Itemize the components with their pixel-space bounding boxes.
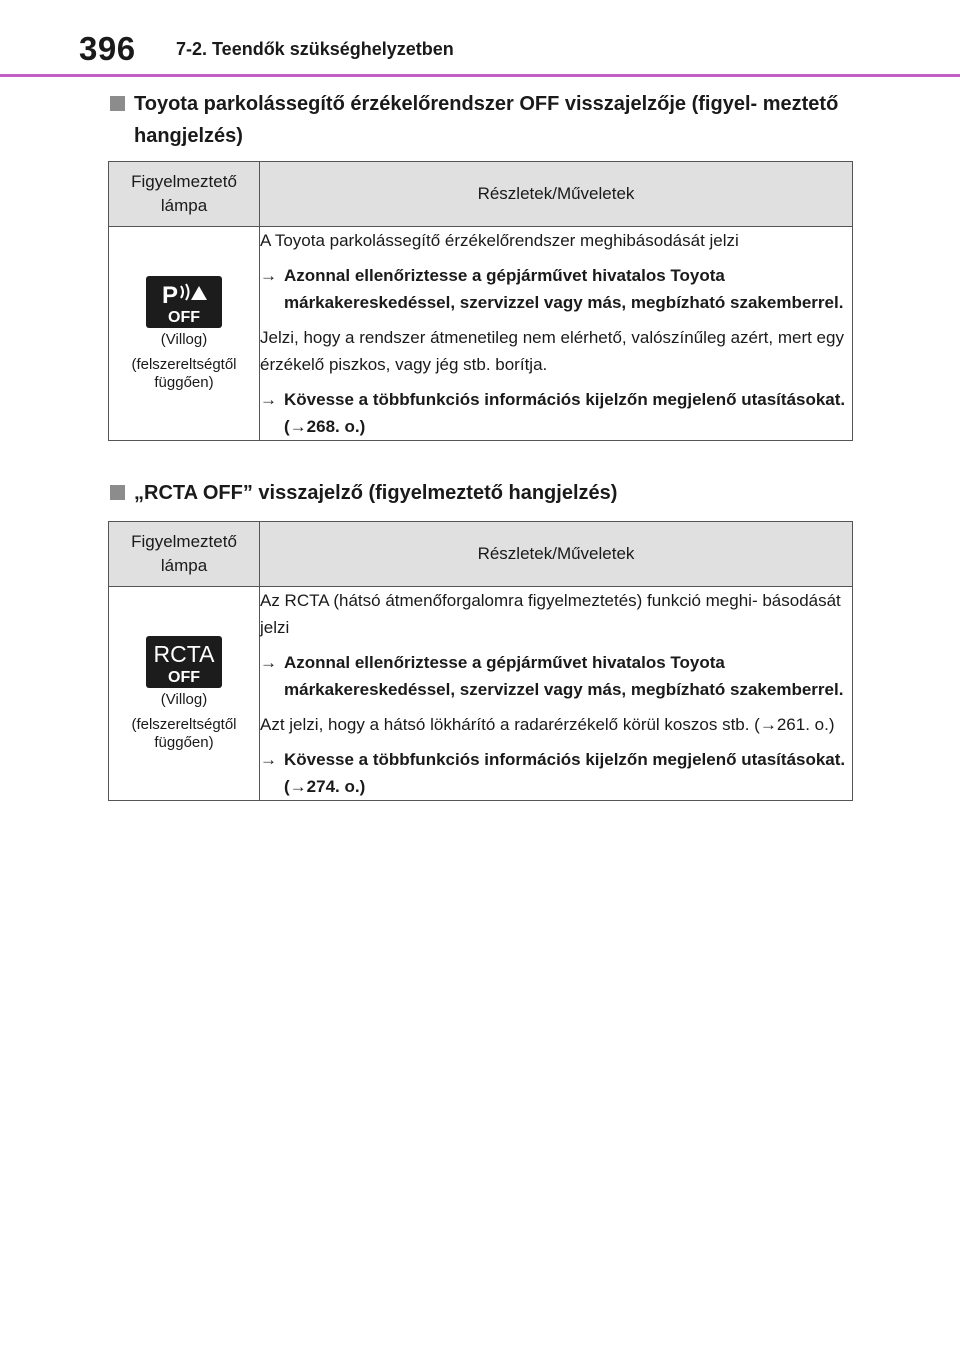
icon-letter: P xyxy=(162,281,179,309)
rcta-off-icon xyxy=(146,636,222,688)
detail-text: Az RCTA (hátsó átmenőforgalomra figyelmeztetés) funkció meghi- básodását jelzi xyxy=(260,591,841,637)
lamp-caption: (Villog) xyxy=(160,690,208,708)
detail-action-text: Kövesse a többfunkciós információs kijelzőn megjelenő utasításokat. (→268. o.) xyxy=(284,390,846,436)
detail-text: Azt jelzi, hogy a hátsó lökhárító a radarérzékelő körül koszos stb. (→261. o.) xyxy=(260,715,835,734)
detail-text: A Toyota parkolássegítő érzékelőrendszer meghibásodását jelzi xyxy=(260,231,739,250)
parking-sensor-off-graphic xyxy=(146,276,222,328)
detail-action xyxy=(260,386,852,440)
column-header-details: Részletek/Műveletek xyxy=(260,522,853,587)
section-rcta xyxy=(108,477,853,801)
arrow-icon: → xyxy=(260,653,277,672)
detail-action-text: Azonnal ellenőriztesse a gépjárművet hivatalos Toyota márkakereskedéssel, szervizzel vagy más, megbízható szakemberrel. xyxy=(284,653,844,699)
icon-off-text: OFF xyxy=(168,308,200,326)
section-heading-text: „RCTA OFF” visszajelző (figyelmeztető hangjelzés) xyxy=(134,482,618,504)
lamp-caption: (Villog) xyxy=(160,330,208,348)
table-row xyxy=(109,587,853,801)
table-header-row xyxy=(109,522,853,587)
section-heading xyxy=(108,88,853,152)
arrow-icon: → xyxy=(260,750,277,769)
page-number: 396 xyxy=(79,30,136,67)
detail-text: Jelzi, hogy a rendszer átmenetileg nem elérhető, valószínűleg azért, mert egy érzékelő piszkos, vagy jég stb. borítja. xyxy=(260,328,844,374)
detail-action xyxy=(260,262,852,316)
detail-action xyxy=(260,649,852,703)
table-row xyxy=(109,227,853,441)
lamp-note: (felszereltségtől függően) xyxy=(131,715,237,751)
detail-action xyxy=(260,746,852,800)
section-heading xyxy=(108,477,853,509)
warning-table xyxy=(108,161,853,441)
parking-sensor-off-icon xyxy=(146,276,222,328)
section-parking-sensor xyxy=(108,88,853,441)
icon-off-text: OFF xyxy=(168,668,200,686)
table-header-row xyxy=(109,162,853,227)
lamp-note: (felszereltségtől függően) xyxy=(131,355,237,391)
rcta-off-graphic xyxy=(146,636,222,688)
detail-action-text: Azonnal ellenőriztesse a gépjárművet hivatalos Toyota márkakereskedéssel, szervizzel vagy más, megbízható szakemberrel. xyxy=(284,266,844,312)
detail-action-text: Kövesse a többfunkciós információs kijelzőn megjelenő utasításokat. (→274. o.) xyxy=(284,750,846,796)
column-header-details: Részletek/Műveletek xyxy=(260,162,853,227)
arrow-icon: → xyxy=(260,266,277,285)
details-cell xyxy=(260,227,853,441)
lamp-cell xyxy=(109,587,260,801)
section-bullet-icon xyxy=(110,96,125,111)
header-rule xyxy=(0,74,960,77)
column-header-lamp: Figyelmeztető lámpa xyxy=(109,162,260,227)
column-header-lamp: Figyelmeztető lámpa xyxy=(109,522,260,587)
details-cell xyxy=(260,587,853,801)
section-bullet-icon xyxy=(110,485,125,500)
icon-rcta-text: RCTA xyxy=(153,640,215,667)
page-header xyxy=(0,0,960,80)
chapter-title: 7-2. Teendők szükséghelyzetben xyxy=(176,39,454,59)
section-heading-text: Toyota parkolássegítő érzékelőrendszer OFF visszajelzője (figyel- meztető hangjelzés) xyxy=(134,93,839,147)
arrow-icon: → xyxy=(260,390,277,409)
warning-table xyxy=(108,521,853,801)
lamp-cell xyxy=(109,227,260,441)
